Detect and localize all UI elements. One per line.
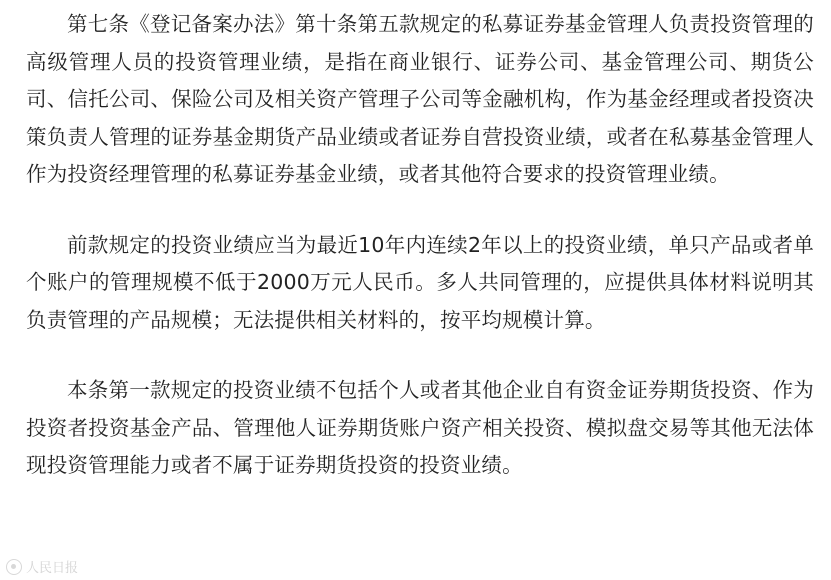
watermark-text: 人民日报 (26, 561, 79, 576)
paragraph-article-7: 第七条《登记备案办法》第十条第五款规定的私募证券基金管理人负责投资管理的高级管理人员的投资管理业绩，是指在商业银行、证券公司、基金管理公司、期货公司、信托公司、保险公司及相关资产管理子公司等金融机构，作为基金经理或者投资决策负责人管理的证券基金期货产品业绩或者证券自营投资业绩，或者在私募基金管理人作为投资经理管理的私募证券基金业绩，或者其他符合要求的投资管理业绩。 (26, 12, 814, 186)
document-body (26, 6, 814, 485)
watermark-logo-icon (6, 559, 22, 575)
watermark (6, 557, 78, 576)
paragraph-performance-requirement: 前款规定的投资业绩应当为最近10年内连续2年以上的投资业绩，单只产品或者单个账户的管理规模不低于2000万元人民币。多人共同管理的，应提供具体材料说明其负责管理的产品规模；无法提供相关材料的，按平均规模计算。 (26, 232, 814, 332)
paragraph-exclusions: 本条第一款规定的投资业绩不包括个人或者其他企业自有资金证券期货投资、作为投资者投资基金产品、管理他人证券期货账户资产相关投资、模拟盘交易等其他无法体现投资管理能力或者不属于证券期货投资的投资业绩。 (26, 378, 814, 477)
